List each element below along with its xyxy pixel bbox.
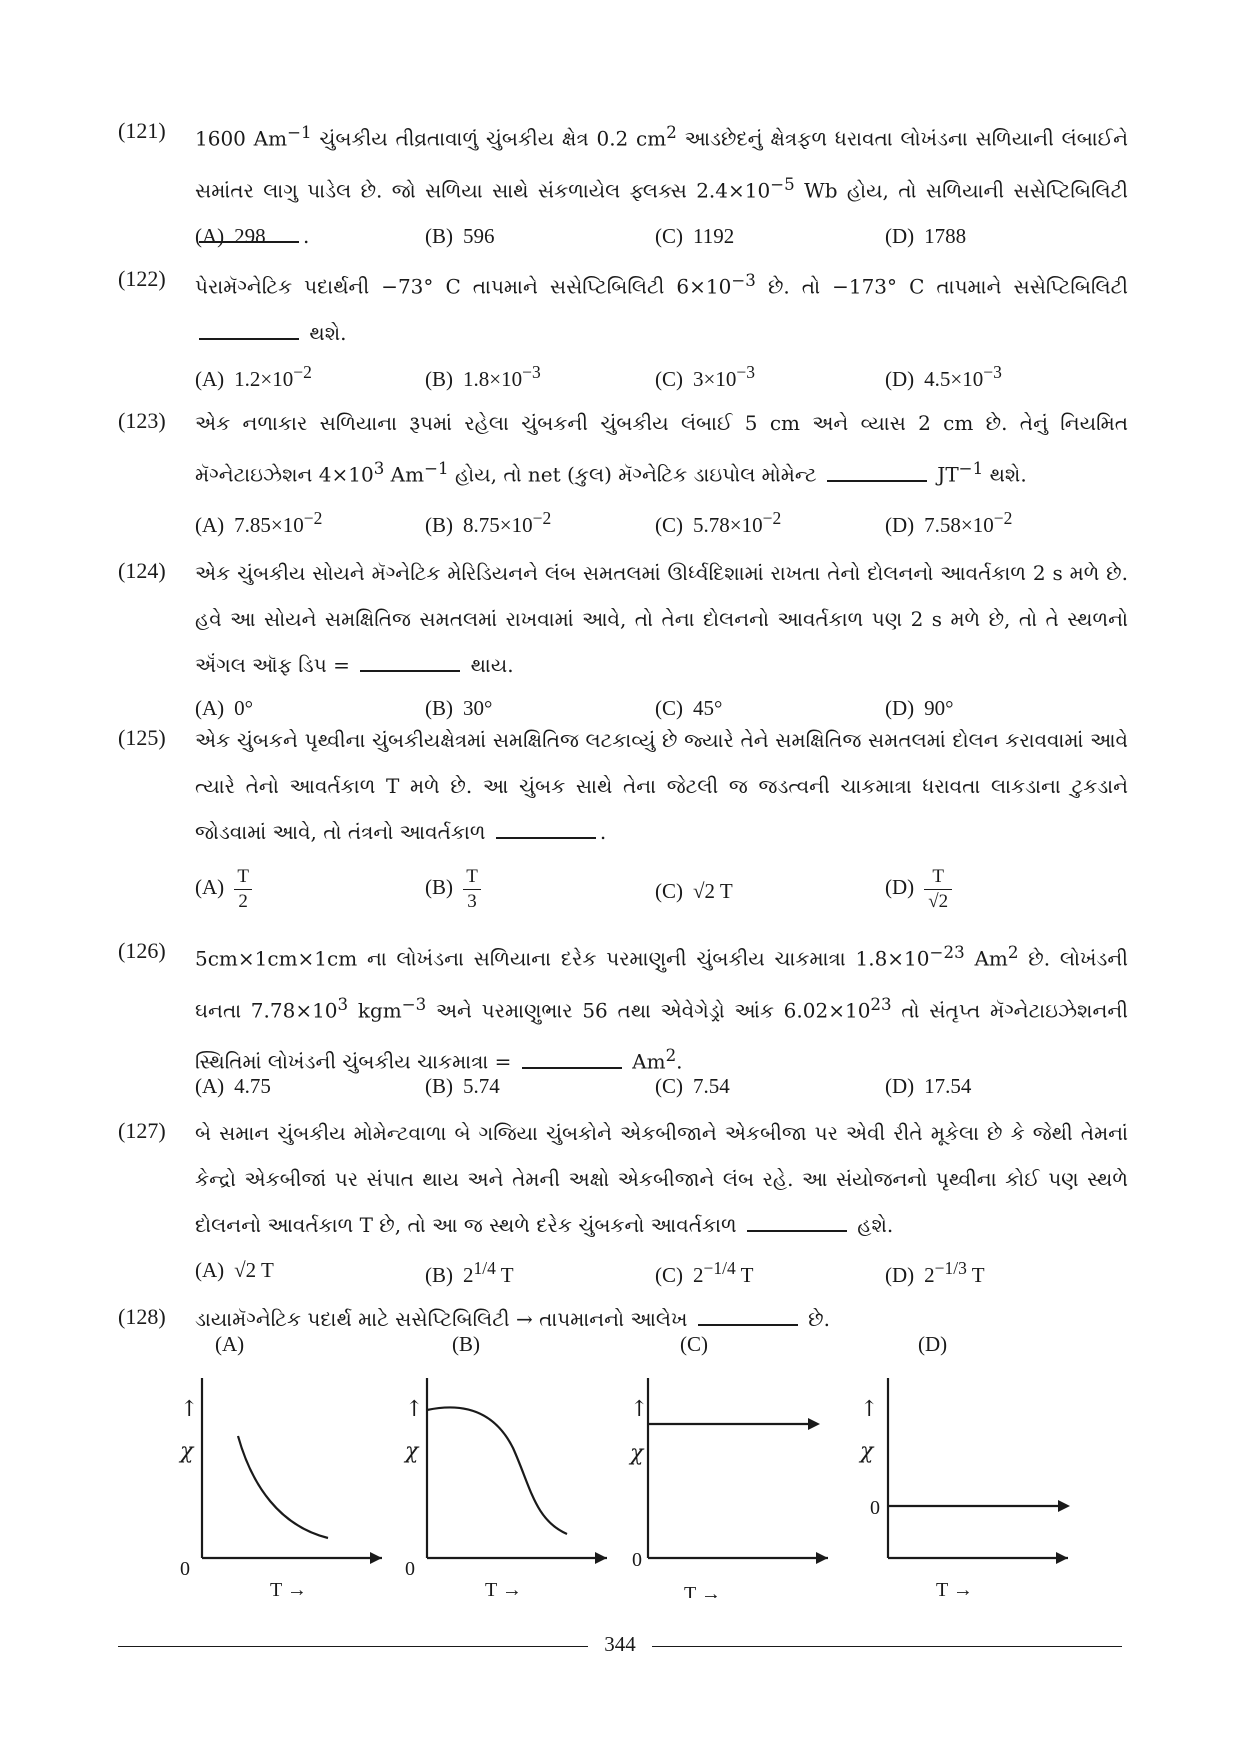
- arrow-up-icon: ↑: [630, 1397, 649, 1422]
- option-b[interactable]: (B) 30°: [425, 696, 493, 720]
- graph-d-plot: [840, 1338, 1080, 1598]
- y-axis-label: χ: [405, 1439, 419, 1464]
- arrow-up-icon: ↑: [860, 1397, 879, 1422]
- arrow-up-icon: ↑: [405, 1397, 424, 1422]
- question-text: ડાયામૅગ્નેટિક પદાર્થ માટે સસેપ્ટિબિલિટી → તાપમાનનો આલેખ છે.: [195, 1307, 830, 1331]
- option-a[interactable]: (A) √2 T: [195, 1258, 274, 1282]
- question-text: પેરામૅગ્નેટિક પદાર્થની −73° C તાપમાને સસેપ્ટિબિલિટી $6\times 10^{-3}$ છે. તો −173° C તાપમાને સસેપ્ટિબિલિટી થશે.: [195, 271, 1128, 345]
- option-b[interactable]: (B) $8.75\times 10^{-2}$: [425, 508, 552, 537]
- graph-b[interactable]: [385, 1332, 625, 1602]
- question-124: [118, 550, 1128, 720]
- origin-label: 0: [632, 1549, 642, 1571]
- footer-rule-left: [118, 1646, 588, 1647]
- option-a[interactable]: (A) 4.75: [195, 1074, 271, 1098]
- graph-a[interactable]: [160, 1332, 400, 1602]
- question-text: 5cm×1cm×1cm ના લોખંડના સળિયાના દરેક પરમાણુની ચુંબકીય ચાકમાત્રા $1.8\times 10^{-23}$ Am$^2$ છે. લોખંડની ઘનતા $7.78\times 10^3$ kgm$^{-3}$ અને પરમાણુભાર 56 તથા એવેગેડ્રો આંક $6.02\times 10^{23}$ તો સંતૃપ્ત મૅગ્નેટાઇઝેશનની સ્થિતિમાં લોખંડની ચુંબકીય ચાકમાત્રા = Am$^2$.: [195, 943, 1128, 1074]
- question-number: (125): [118, 725, 166, 750]
- question-122: [118, 258, 1128, 391]
- option-c[interactable]: (C) $5.78\times 10^{-2}$: [655, 508, 782, 537]
- option-a[interactable]: (A) $\frac{T}{2}$: [195, 865, 252, 914]
- question-121: [118, 110, 1128, 259]
- question-number: (127): [118, 1118, 166, 1143]
- origin-label: 0: [180, 1558, 190, 1580]
- graph-label: (B): [452, 1332, 480, 1356]
- option-c[interactable]: (C) 45°: [655, 696, 723, 720]
- option-c[interactable]: (C) √2 T: [655, 879, 733, 903]
- zero-level-label: 0: [870, 1497, 880, 1519]
- option-a[interactable]: (A) 0°: [195, 696, 254, 720]
- x-axis-label: T →: [270, 1579, 307, 1598]
- option-b[interactable]: (B) $2^{1/4}$ T: [425, 1258, 514, 1287]
- option-a[interactable]: (A) $7.85\times 10^{-2}$: [195, 508, 323, 537]
- option-b[interactable]: (B) 596: [425, 224, 495, 248]
- option-d[interactable]: (D) 90°: [885, 696, 954, 720]
- option-c[interactable]: (C) 1192: [655, 224, 735, 248]
- x-axis-label: T →: [485, 1579, 522, 1598]
- x-axis-label: T →: [936, 1579, 973, 1598]
- option-c[interactable]: (C) 7.54: [655, 1074, 730, 1098]
- question-number: (123): [118, 408, 166, 433]
- question-number: (124): [118, 558, 166, 583]
- option-c[interactable]: (C) $2^{-1/4}$ T: [655, 1258, 754, 1287]
- option-d[interactable]: (D) $\frac{T}{√2}$: [885, 865, 952, 914]
- x-axis-label: T →: [684, 1583, 721, 1598]
- question-123: [118, 400, 1128, 537]
- option-d[interactable]: (D) 17.54: [885, 1074, 972, 1098]
- graph-b-plot: [385, 1338, 625, 1598]
- graph-label: (A): [215, 1332, 245, 1356]
- graph-label: (D): [918, 1332, 948, 1356]
- y-axis-label: χ: [180, 1439, 194, 1464]
- question-text: એક નળાકાર સળિયાના રૂપમાં રહેલા ચુંબકની ચુંબકીય લંબાઈ 5 cm અને વ્યાસ 2 cm છે. તેનું નિયમિત મૅગ્નેટાઇઝેશન $4\times 10^3$ $Am^{-1}$ હોય, તો net (કુલ) મૅગ્નેટિક ડાઇપોલ મોમેન્ટ $JT^{-1}$ થશે.: [195, 411, 1128, 487]
- graph-c-plot: [610, 1338, 850, 1598]
- graph-a-plot: [160, 1338, 400, 1598]
- option-d[interactable]: (D) 1788: [885, 224, 967, 248]
- question-text: એક ચુંબકને પૃથ્વીના ચુંબકીયક્ષેત્રમાં સમક્ષિતિજ લટકાવ્યું છે જ્યારે તેને સમક્ષિતિજ સમતલમાં દોલન કરાવવામાં આવે ત્યારે તેનો આવર્તકાળ T મળે છે. આ ચુંબક સાથે તેના જેટલી જ જડત્વની ચાકમાત્રા ધરાવતા લાકડાના ટુકડાને જોડવામાં આવે, તો તંત્રનો આવર્તકાળ .: [195, 728, 1128, 844]
- option-b[interactable]: (B) $1.8\times 10^{-3}$: [425, 362, 541, 391]
- question-text: બે સમાન ચુંબકીય મોમેન્ટવાળા બે ગજિયા ચુંબકોને એકબીજાને એકબીજા પર એવી રીતે મૂકેલા છે કે જેથી તેમનાં કેન્દ્રો એકબીજાં પર સંપાત થાય અને તેમની અક્ષો એકબીજાને લંબ રહે. આ સંયોજનનો પૃથ્વીના કોઈ પણ સ્થળે દોલનનો આવર્તકાળ T છે, તો આ જ સ્થળે દરેક ચુંબકનો આવર્તકાળ હશે.: [195, 1121, 1128, 1237]
- question-text: 1600 $Am^{-1}$ ચુંબકીય તીવ્રતાવાળું ચુંબકીય ક્ષેત્ર 0.2 $cm^2$ આડછેદનું ક્ષેત્રફળ ધરાવતા લોખંડના સળિયાની લંબાઈને સમાંતર લાગુ પાડેલ છે. જો સળિયા સાથે સંકળાયેલ ફ્લક્સ $2.4\times 10^{-5}$ Wb હોય, તો સળિયાની સસેપ્ટિબિલિટી .: [195, 123, 1128, 249]
- option-c[interactable]: (C) $3\times 10^{-3}$: [655, 362, 755, 391]
- option-a[interactable]: (A) 298: [195, 224, 266, 248]
- option-d[interactable]: (D) $7.58\times 10^{-2}$: [885, 508, 1013, 537]
- question-127: [118, 1110, 1128, 1287]
- question-126: [118, 930, 1128, 1098]
- question-125: [118, 717, 1128, 912]
- origin-label: 0: [405, 1558, 415, 1580]
- arrow-up-icon: ↑: [180, 1397, 199, 1422]
- y-axis-label: χ: [860, 1439, 874, 1464]
- option-d[interactable]: (D) $2^{-1/3}$ T: [885, 1258, 985, 1287]
- question-128: [118, 1296, 1128, 1342]
- curve-decreasing: [238, 1436, 328, 1538]
- question-text: એક ચુંબકીય સોયને મૅગ્નેટિક મેરિડિયનને લંબ સમતલમાં ઊર્ધ્વદિશામાં રાખતા તેનો દોલનનો આવર્તકાળ 2 s મળે છે. હવે આ સોયને સમક્ષિતિજ સમતલમાં રાખવામાં આવે, તો તેના દોલનનો આવર્તકાળ પણ 2 s મળે છે, તો તે સ્થળનો ઍંગલ ઑફ ડિપ = થાય.: [195, 561, 1128, 677]
- option-a[interactable]: (A) $1.2\times 10^{-2}$: [195, 362, 312, 391]
- question-number: (126): [118, 938, 166, 963]
- graph-d[interactable]: [840, 1332, 1080, 1602]
- curve-sigmoid-decreasing: [427, 1407, 567, 1534]
- option-b[interactable]: (B) 5.74: [425, 1074, 500, 1098]
- graph-label: (C): [680, 1332, 708, 1356]
- option-d[interactable]: (D) $4.5\times 10^{-3}$: [885, 362, 1002, 391]
- question-number: (128): [118, 1304, 166, 1329]
- question-number: (121): [118, 118, 166, 143]
- y-axis-label: χ: [630, 1441, 644, 1466]
- footer-rule-right: [652, 1646, 1122, 1647]
- page-number: 344: [590, 1632, 650, 1657]
- option-b[interactable]: (B) $\frac{T}{3}$: [425, 865, 481, 914]
- question-number: (122): [118, 266, 166, 291]
- graph-c[interactable]: [610, 1332, 850, 1602]
